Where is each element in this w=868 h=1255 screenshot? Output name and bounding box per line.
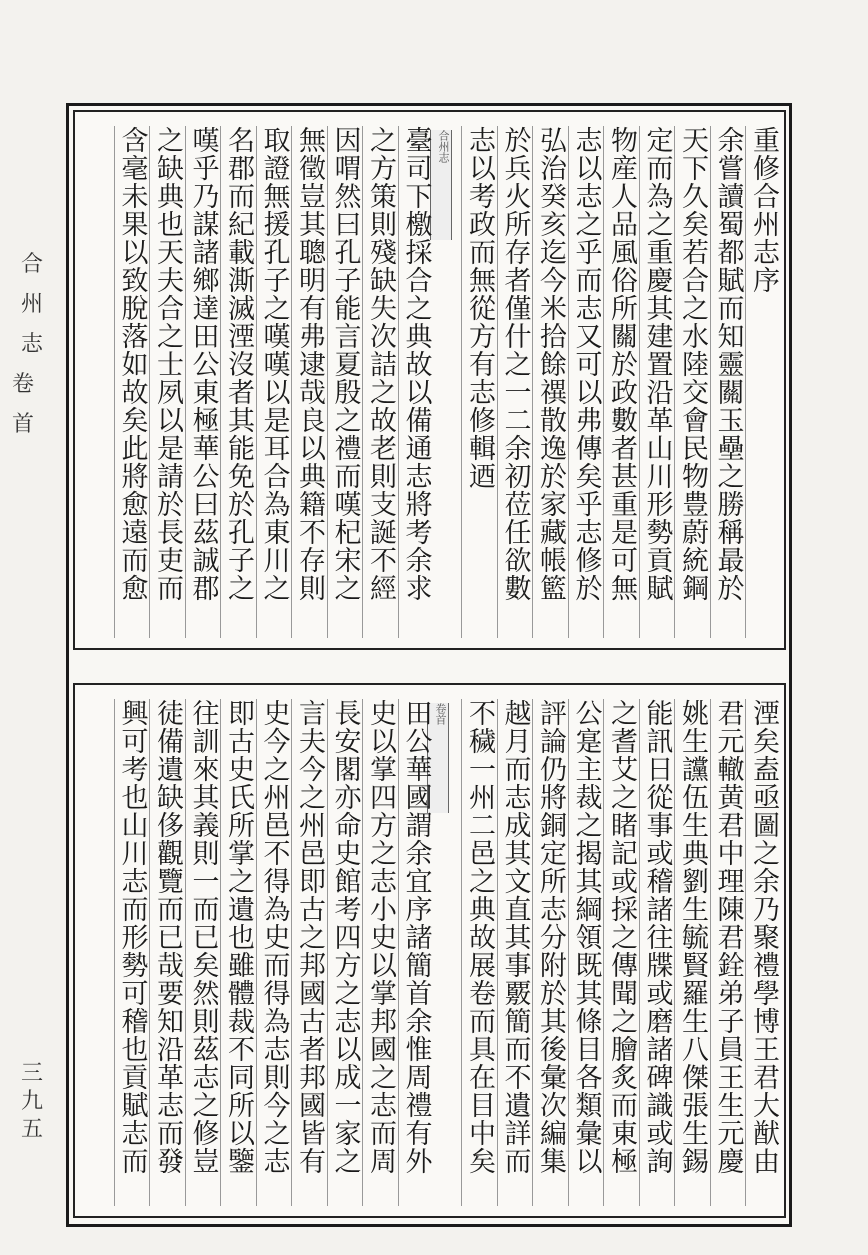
top-text-column: 余嘗讀蜀都賦而知靈關玉壘之勝稱最於 xyxy=(712,126,744,602)
bottom-text-column: 越月而志成其文直其事覈簡而不遺詳而 xyxy=(499,699,531,1175)
column-rule xyxy=(639,699,640,1206)
bottom-text-column: 之耆艾之睹記或採之傳聞之膾炙而東極 xyxy=(606,699,637,1175)
column-rule xyxy=(398,699,399,1206)
top-text-column: 之缺典也天夫合之士夙以是請於長吏而 xyxy=(152,126,183,602)
bottom-text-column: 即古史氏所掌之遺也雖體裁不同所以鑒 xyxy=(223,699,254,1175)
column-rule xyxy=(256,126,257,638)
bottom-text-column: 能訊日從事或稽諸往牒或磨諸碑識或詢 xyxy=(641,699,673,1175)
column-rule xyxy=(568,699,569,1206)
top-text-column: 無徵豈其聰明有弗逮哉良以典籍不存則 xyxy=(294,126,325,602)
page-number xyxy=(12,1060,52,1144)
top-text-column: 之方策則殘缺失次詰之故老則支誕不經 xyxy=(365,126,396,602)
top-text-column: 物産人品風俗所關於政數者甚重是可無 xyxy=(606,126,637,602)
top-text-column: 志以志之乎而志又可以弗傳矣乎志修於 xyxy=(570,126,602,602)
column-rule xyxy=(603,699,604,1206)
top-text-column: 志以考政而無從方有志修輯迺 xyxy=(464,126,495,490)
bottom-text-column: 評論仍將銅定所志分附於其後彙次編集 xyxy=(535,699,566,1175)
column-rule xyxy=(220,126,221,638)
bottom-page-margin-label: 卷首 xyxy=(427,703,449,813)
bottom-text-column: 湮矣盍亟圖之余乃聚禮學博王君大猷由 xyxy=(748,699,779,1175)
bottom-page-panel xyxy=(73,683,786,1218)
top-text-column: 定而為之重慶其建置沿革山川形勢貢賦 xyxy=(641,126,673,602)
bottom-text-column: 公寔主裁之揭其綱領既其條目各類彙以 xyxy=(570,699,602,1175)
top-text-column: 因喟然曰孔子能言夏殷之禮而嘆杞宋之 xyxy=(329,126,361,602)
column-rule xyxy=(532,126,533,638)
column-rule xyxy=(114,699,115,1206)
bottom-text-column: 史以掌四方之志小史以掌邦國之志而周 xyxy=(365,699,396,1175)
column-rule xyxy=(149,699,150,1206)
bottom-text-column: 史今之州邑不得為史而得為志則今之志 xyxy=(258,699,290,1175)
column-rule xyxy=(256,699,257,1206)
column-rule xyxy=(149,126,150,638)
volume-title-char: 卷首 xyxy=(12,372,35,437)
bottom-text-column: 田公華國謂余宜序諸簡首余惟周禮有外 xyxy=(400,699,432,1175)
top-text-column: 天下久矣若合之水陸交會民物豊蔚統鋼 xyxy=(677,126,708,602)
top-text-column: 取證無援孔子之嘆嘆以是耳合為東川之 xyxy=(258,126,290,602)
volume-title-char: 州 xyxy=(20,292,43,317)
top-text-column: 名郡而紀載澌滅湮沒者其能免於孔子之 xyxy=(223,126,254,602)
bottom-text-column: 姚生讜伍生典劉生毓賢羅生八傑張生錫 xyxy=(677,699,708,1175)
page-number-char: 五 xyxy=(20,1117,43,1142)
column-rule xyxy=(185,699,186,1206)
bottom-text-column: 君元轍黄君中理陳君銓弟子員王生元慶 xyxy=(712,699,744,1175)
bottom-text-column: 不穢一州二邑之典故展卷而具在目中矣 xyxy=(464,699,495,1175)
top-text-column: 含毫未果以致脫落如故矣此將愈遠而愈 xyxy=(116,126,148,602)
column-rule xyxy=(568,126,569,638)
column-rule xyxy=(497,699,498,1206)
top-text-column: 重修合州志序 xyxy=(748,126,779,294)
column-rule xyxy=(639,126,640,638)
column-rule xyxy=(461,699,462,1206)
volume-title-char: 合 xyxy=(20,252,43,277)
bottom-text-column: 長安閣亦命史館考四方之志以成一家之 xyxy=(329,699,361,1175)
column-rule xyxy=(745,126,746,638)
column-rule xyxy=(710,699,711,1206)
bottom-text-column: 徒備遺缺侈觀覽而已哉要知沿革志而發 xyxy=(152,699,183,1175)
top-text-column: 弘治癸亥迄今米拾餘禩散逸於家藏帳籃 xyxy=(535,126,566,602)
page-number-char: 九 xyxy=(20,1089,43,1114)
column-rule xyxy=(220,699,221,1206)
bottom-text-column: 言夫今之州邑即古之邦國古者邦國皆有 xyxy=(294,699,325,1175)
column-rule xyxy=(603,126,604,638)
bottom-text-column: 興可考也山川志而形勢可稽也貢賦志而 xyxy=(116,699,148,1175)
column-rule xyxy=(497,126,498,638)
column-rule xyxy=(327,126,328,638)
column-rule xyxy=(398,126,399,638)
bottom-text-column: 往訓來其義則一而已矣然則茲志之修豈 xyxy=(187,699,219,1175)
column-rule xyxy=(461,126,462,638)
top-page-margin-label: 合州志 xyxy=(430,130,452,240)
top-text-column: 臺司下檄採合之典故以備通志將考余求 xyxy=(400,126,432,602)
column-rule xyxy=(185,126,186,638)
column-rule xyxy=(674,126,675,638)
column-rule xyxy=(327,699,328,1206)
column-rule xyxy=(674,699,675,1206)
column-rule xyxy=(291,699,292,1206)
top-text-column: 嘆乎乃謀諸鄉達田公東極華公曰茲誠郡 xyxy=(187,126,219,602)
column-rule xyxy=(745,699,746,1206)
top-text-column: 於兵火所存者僅什之一二余初莅任欲數 xyxy=(499,126,531,602)
volume-title xyxy=(12,245,52,445)
page-number-char: 三 xyxy=(20,1061,43,1086)
column-rule xyxy=(532,699,533,1206)
column-rule xyxy=(362,699,363,1206)
column-rule xyxy=(710,126,711,638)
column-rule xyxy=(291,126,292,638)
column-rule xyxy=(362,126,363,638)
top-page-panel xyxy=(73,110,786,650)
column-rule xyxy=(114,126,115,638)
volume-title-char: 志 xyxy=(20,332,43,357)
